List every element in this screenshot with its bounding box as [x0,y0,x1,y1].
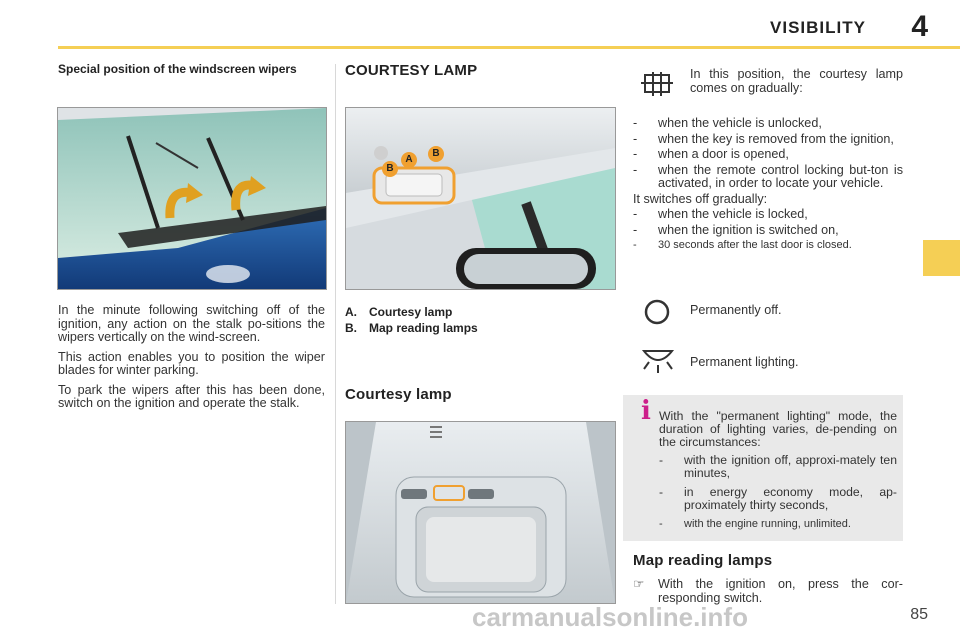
legend-item-a: A. Courtesy lamp [345,305,453,319]
list-item: - when the remote control locking but-ton is activated, in order to locate your vehicle. [633,162,903,190]
wiper-grid-icon [639,70,675,98]
wiper-heading: Special position of the windscreen wipers [58,62,297,76]
info-icon: i [641,396,651,426]
marker-b-left: B [382,161,398,177]
marker-b-right: B [428,146,444,162]
list-item: - when the vehicle is unlocked, [633,116,822,130]
wiper-paragraph: To park the wipers after this has been done, switch on the ignition and operate the stalk. [58,382,325,410]
info-text [659,410,897,534]
wiper-paragraph: This action enables you to position the wiper blades for winter parking. [58,349,325,377]
chapter-number: 4 [911,10,928,43]
list-item: - in energy economy mode, ap-proximately thirty seconds, [659,485,897,513]
map-reading-heading: Map reading lamps [633,552,773,569]
info-intro: With the "permanent lighting" mode, the duration of lighting varies, de-pending on the circumstances: [659,409,897,450]
column-divider [335,64,336,604]
wiper-paragraph: In the minute following switching off of the ignition, any action on the stalk po-sitions the wipers vertically on the wind-screen. [58,303,325,344]
courtesy-lamp-subheading: Courtesy lamp [345,386,452,403]
wiper-text [58,304,325,417]
windscreen-illustration [57,107,327,290]
perm-on-text: Permanent lighting. [690,355,799,369]
list-item: - with the engine running, unlimited. [659,518,851,531]
list-item: - when a door is opened, [633,147,789,161]
list-item: - when the ignition is switched on, [633,222,839,237]
off-intro: It switches off gradually: [633,191,768,206]
list-item: ☞ With the ignition on, press the cor-responding switch. [633,577,903,605]
courtesy-lamp-heading: COURTESY LAMP [345,62,478,79]
perm-off-text: Permanently off. [690,303,782,317]
cabin-roof-illustration [345,107,616,290]
lamp-legend [345,304,478,336]
marker-a: A [401,152,417,168]
list-item: - 30 seconds after the last door is closed. [633,239,852,251]
section-title: VISIBILITY [770,18,866,37]
info-list [659,454,897,532]
pointing-hand-icon: ☞ [633,577,645,591]
legend-item-b: B. Map reading lamps [345,321,478,335]
gradual-on-list [633,117,903,255]
watermark: carmanualsonline.info [472,602,748,632]
list-item: - when the vehicle is locked, [633,207,808,221]
page-number: 85 [910,606,928,623]
gradual-text: In this position, the courtesy lamp comes on gradually: [690,67,903,95]
list-item: - when the key is removed from the ignition, [633,131,894,146]
header-rule [58,46,960,49]
off-circle-icon [642,298,672,326]
lamp-closeup-illustration [345,421,616,604]
lighting-icon [640,345,676,375]
chapter-tab [923,240,960,276]
list-item: - with the ignition off, approxi-mately ten minutes, [659,452,897,480]
